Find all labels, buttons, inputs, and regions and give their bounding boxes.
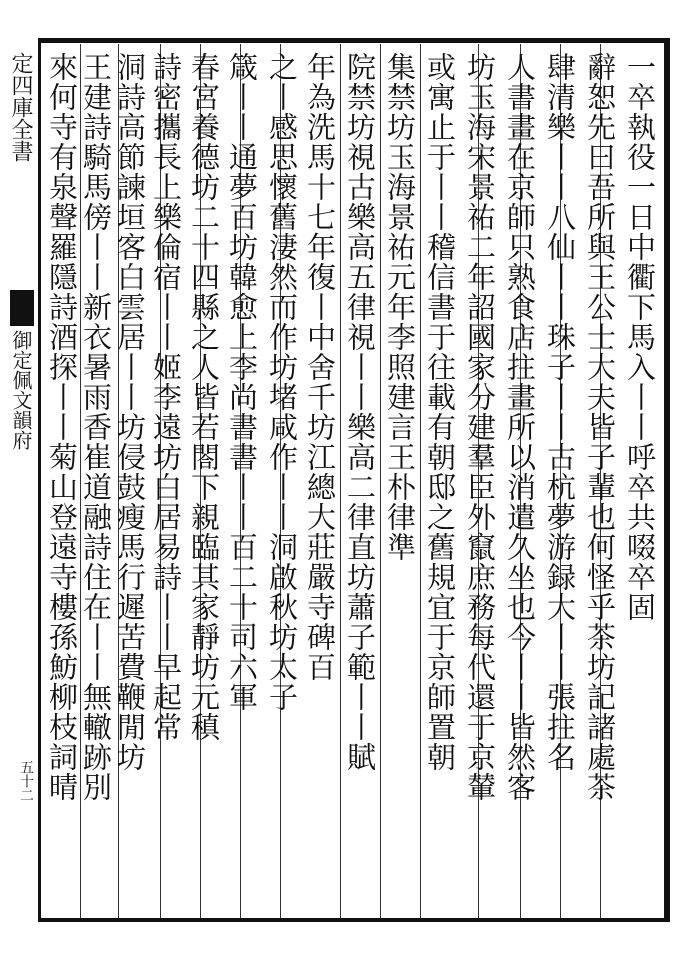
text-column: 或寓止于丨丨稽信書于往載有朝邸之舊規宜于京師置朝 <box>423 52 457 772</box>
book-title: 御定佩文韻府 <box>9 330 33 450</box>
text-column: 院禁坊視古樂高五律視丨丨樂高二律直坊蕭子範丨丨賦 <box>343 52 377 772</box>
text-column: 人書畫在京師只熟食店拄畫所以消遣久坐也今丨丨皆然客 <box>503 52 537 802</box>
text-column: 春宮養德坊二十四縣之人皆若閤下親臨其家靜坊元稹 <box>187 52 221 742</box>
text-column: 洞詩高節諫垣客白雲居丨丨坊侵鼓瘦馬行遲苦費鞭閒坊 <box>113 52 147 772</box>
text-column: 之丨感思懷舊淒然而作坊堵咸作丨丨洞啟秋坊太子 <box>265 52 299 712</box>
text-column: 來何寺有泉聲羅隱詩酒探丨丨菊山登遠寺樓孫魴柳枝詞晴 <box>45 52 79 802</box>
text-column: 肆清樂丨丨八仙丨丨珠子丨丨古杭夢游録大丨丨張拄名 <box>543 52 577 772</box>
frame-bottom-border <box>38 918 670 922</box>
text-column: 年為洗馬十七年復丨中舍千坊江總大莊嚴寺碑百 <box>303 52 337 682</box>
text-column: 集禁坊玉海景祐元年李照建言王朴律準 <box>383 52 417 562</box>
text-column: 王建詩騎馬傍丨丨新衣暑雨香崔道融詩住在丨丨無轍跡別 <box>79 52 113 802</box>
frame-top-border <box>38 38 670 43</box>
page-number: 五十二 <box>18 760 34 802</box>
text-column: 詩密攜長上樂倫宿丨丨姬李遠坊白居易詩丨丨早起常 <box>149 52 183 742</box>
text-column: 辭恕先曰吾所與王公士大夫皆子輩也何怪乎茶坊記諸處茶 <box>583 52 617 802</box>
frame-right-border <box>664 38 670 922</box>
fishtail-mark <box>10 290 34 326</box>
text-column: 箴丨丨通夢百坊韓愈上李尚書書丨丨百二十司六軍 <box>225 52 259 712</box>
text-column: 坊玉海宋景祐二年詔國家分建羣臣外竄庶務每代還于京輦 <box>463 52 497 802</box>
margin-header-fragment: 定四庫全書 <box>8 52 33 162</box>
text-column: 一卒執役一日中衢下馬入丨丨呼卒共啜卒固 <box>623 52 657 622</box>
frame-left-border <box>38 38 41 922</box>
